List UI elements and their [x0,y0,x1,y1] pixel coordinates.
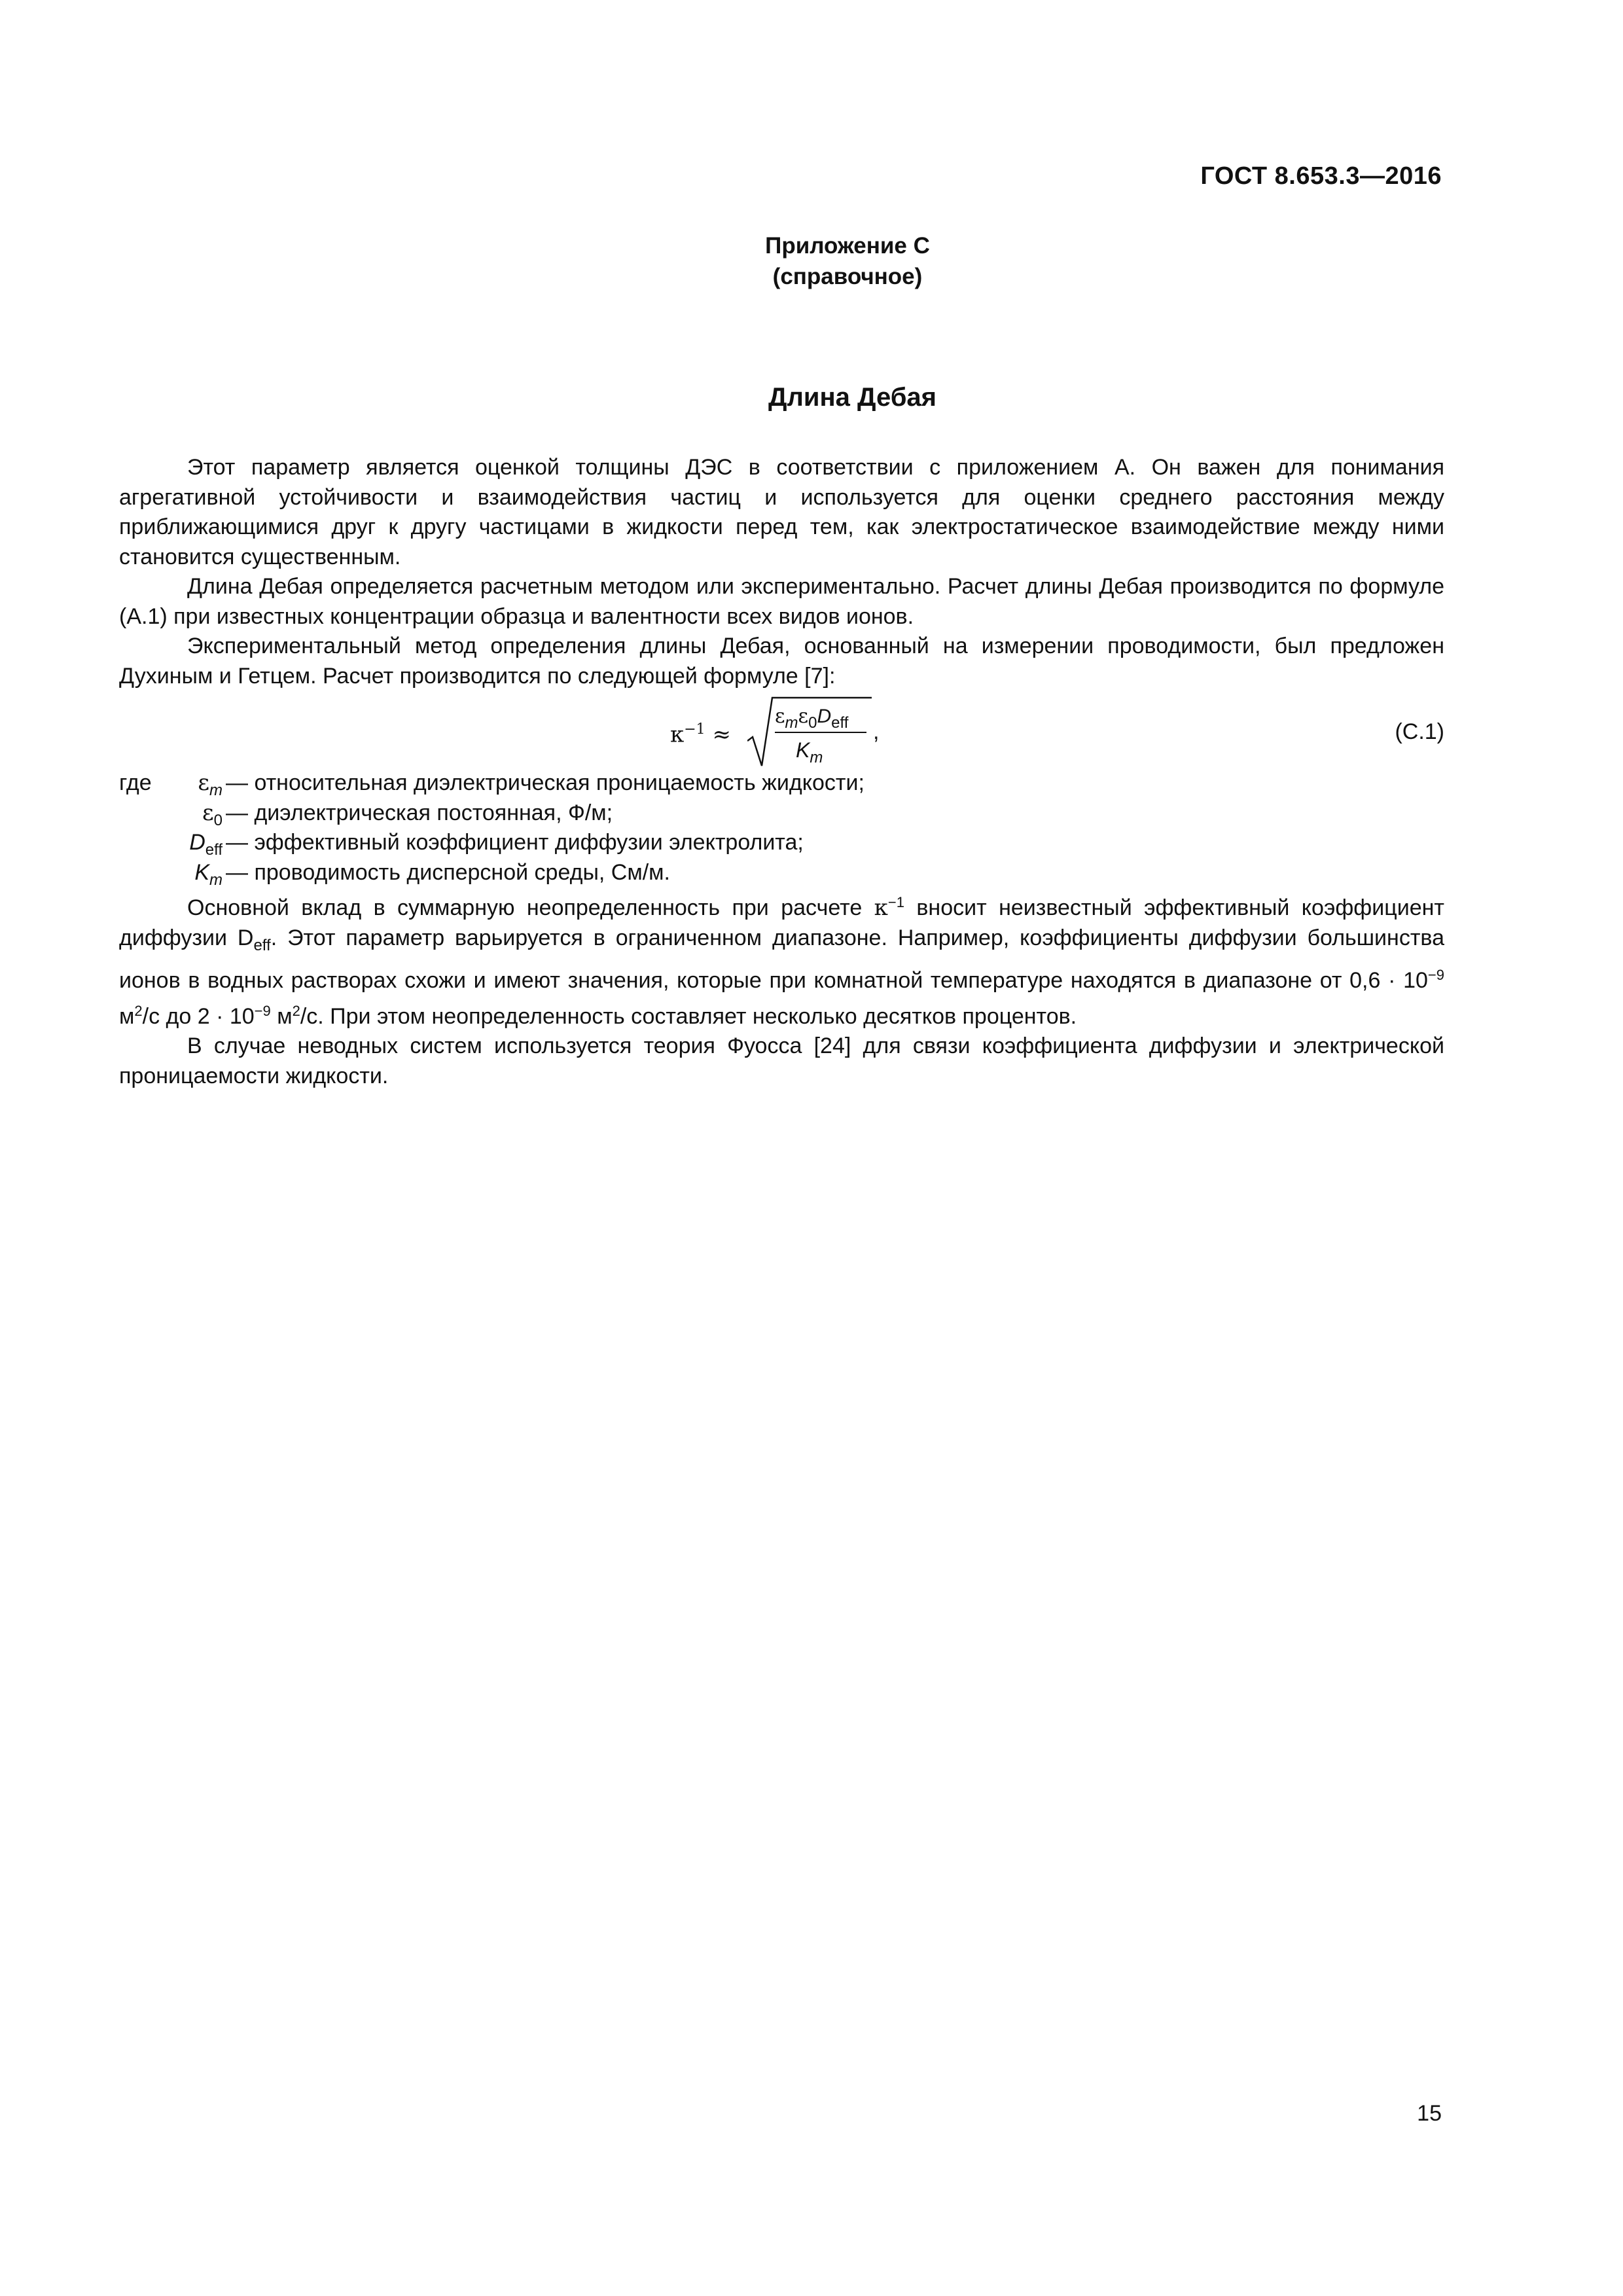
inline-kappa-exponent: −1 [887,894,904,910]
formula-comma: , [873,719,880,744]
section-title-text: Длина Дебая [768,383,936,412]
paragraph-4 [119,888,1444,1031]
definition-d-eff [119,828,1444,858]
appendix-label: Приложение С [765,233,930,259]
def-sub-m: m [209,781,223,799]
paragraph-1: Этот параметр является оценкой толщины ДЭС в соответствии с приложением А. Он важен для понимания агрегативной устойчивости и взаимодействия частиц и используется для оценки среднего расстояния между приближающимися друг к другу частицами в жидкости перед тем, как электростатическое взаимодействие между ними становится существенным. [119,455,1444,569]
document-body [119,453,1444,1091]
inline-square-2: 2 [292,1002,300,1019]
formula-lhs [670,715,731,750]
def-sub-0: 0 [213,811,223,829]
epsilon-0-subscript: 0 [808,714,817,732]
p4-part-g: /с. При этом неопределенность составляет несколько десятков процентов. [300,1003,1077,1029]
page-number: 15 [1417,2101,1442,2126]
appendix-heading [0,230,1623,292]
p4-part-c: . Этот параметр варьируется в ограниченном диапазоне. Например, коэффициенты диффузии большинства ионов в водных растворах схожи и имеют значения, которые при комнатной температуре находятся в диапазоне от 0,6 · 10 [119,925,1444,993]
formula-c1 [119,691,1444,768]
section-title [0,383,1623,412]
document-code: ГОСТ 8.653.3—2016 [1200,162,1442,190]
inline-square-1: 2 [134,1002,143,1019]
formula-approx: ≈ [712,721,731,748]
inline-d-subscript: eff [253,936,271,954]
definition-text: — эффективный коэффициент диффузии электролита; [226,830,804,855]
def-sub-eff: eff [205,841,223,859]
definition-epsilon-0 [119,798,1444,829]
def-sub-m2: m [209,870,223,889]
definition-epsilon-m [119,768,1444,798]
def-sym-eps-m: ε [198,770,209,796]
definition-text: — диэлектрическая постоянная, Ф/м; [226,800,613,825]
p4-part-d: м [119,1003,135,1029]
formula-kappa: κ [670,721,685,748]
definition-k-m [119,858,1444,888]
fraction-line [775,732,866,733]
inline-kappa: κ [874,895,888,921]
d-symbol: D [817,706,832,727]
formula-denominator [796,736,823,773]
formula-lhs-exponent: −1 [684,721,705,738]
definition-text: — проводимость дисперсной среды, См/м. [226,859,670,885]
p4-part-a: Основной вклад в суммарную неопределенность при расчете [187,895,874,920]
definition-where: где [119,770,152,795]
definitions-list [119,768,1444,888]
epsilon-m-subscript: m [785,714,798,732]
inline-exponent-1: −9 [1427,967,1444,983]
appendix-type: (справочное) [772,264,923,289]
paragraph-2: Длина Дебая определяется расчетным методом или экспериментально. Расчет длины Дебая производится по формуле (А.1) при известных концентрации образца и валентности всех видов ионов. [119,574,1444,629]
epsilon-0-symbol: ε [798,705,809,728]
definition-symbol [194,858,223,895]
k-symbol: K [796,738,810,762]
p4-part-f: м [270,1003,293,1029]
def-sym-eps-0: ε [202,799,214,826]
def-sym-k: K [194,859,209,885]
inline-exponent-2: −9 [254,1002,271,1019]
definition-text: — относительная диэлектрическая проницаемость жидкости; [226,770,865,795]
paragraph-3: Экспериментальный метод определения длины Дебая, основанный на измерении проводимости, был предложен Духиным и Гетцем. Расчет производится по следующей формуле [7]: [119,634,1444,689]
equation-number: (С.1) [1395,719,1444,744]
p4-part-e: /с до 2 · 10 [142,1003,255,1029]
k-subscript: m [810,749,823,766]
d-subscript: eff [831,714,849,732]
paragraph-5: В случае неводных систем используется теория Фуосса [24] для связи коэффициента диффузии и электрической проницаемости жидкости. [119,1033,1444,1088]
def-sym-d: D [189,830,205,855]
epsilon-m-symbol: ε [775,705,785,728]
p4-part-b: вносит неизвестный эффективный коэффициент диффузии D [119,895,1444,950]
